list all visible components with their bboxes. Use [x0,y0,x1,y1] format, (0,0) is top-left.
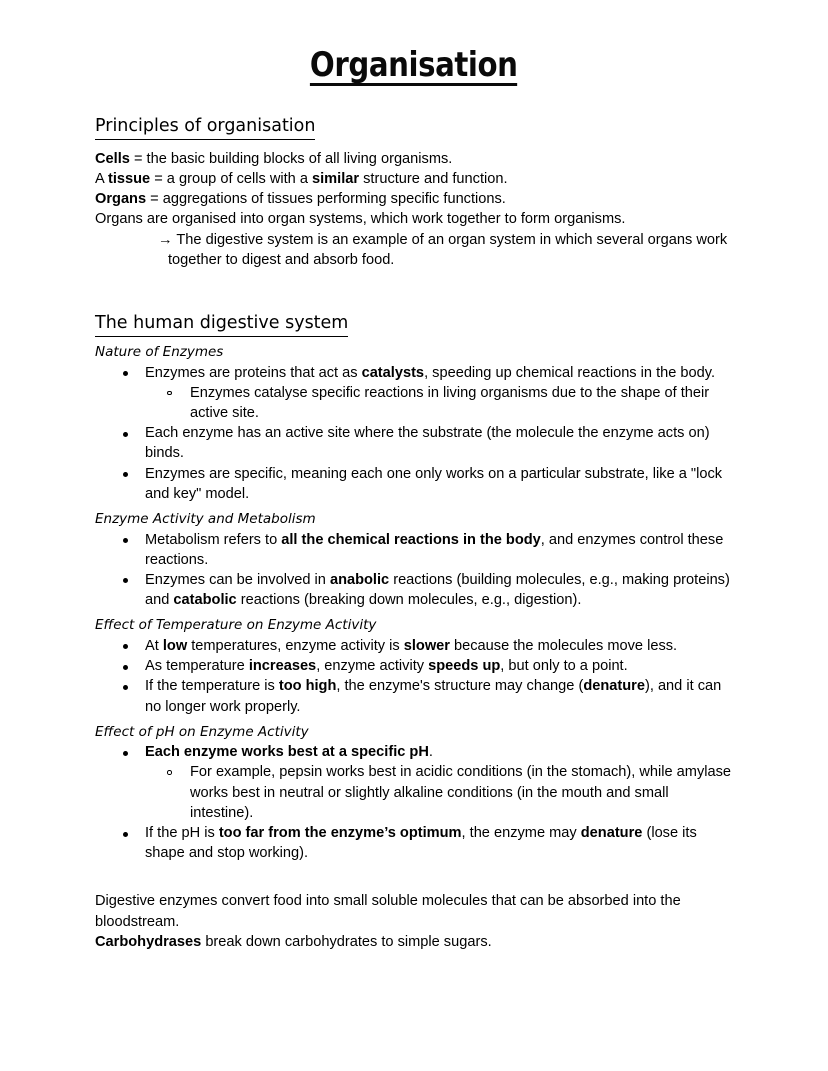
list-item-text [145,676,732,716]
text-run: , and enzymes control these reactions. [145,531,724,568]
section-heading: The human digestive system [95,313,348,337]
text-run: , the enzyme's structure may change ( [336,678,584,695]
page-title [0,0,828,86]
emphasis-text: Organs [95,191,147,208]
emphasis-text: Each enzyme works best at a specific pH [145,744,429,761]
bullet-list [0,636,828,717]
emphasis-text: speeds up [428,658,501,675]
emphasis-text: too high [278,678,337,695]
list-item [0,464,828,504]
bullet-dot-icon [123,578,128,583]
list-item [0,823,828,863]
sub-bullet-list [145,383,732,423]
text-run: = a group of cells with a [150,171,313,188]
list-item-text [145,423,732,463]
text-run: Enzymes are specific, meaning each one only works on a particular substrate, like a "lock and key" model. [145,465,723,502]
text-run: Metabolism refers to [145,531,282,548]
list-item-text [145,530,732,570]
closing-paragraph [0,891,828,952]
definition-line [95,149,732,169]
sections-container [0,86,828,863]
text-run: Digestive enzymes convert food into small soluble molecules that can be absorbed into the bloodstream. [95,893,681,930]
bullet-dot-icon [123,472,128,477]
list-item [0,656,828,676]
list-item [0,570,828,610]
list-item [0,423,828,463]
text-run: temperatures, enzyme activity is [187,637,404,654]
subsection-heading: Enzyme Activity and Metabolism [95,510,316,527]
sub-list-item-text [190,383,732,423]
text-run: , but only to a point. [500,658,628,675]
list-item-text [145,570,732,610]
section [0,86,828,140]
page-title-text: Organisation [310,45,518,85]
list-item-text [145,656,732,676]
section-heading: Principles of organisation [95,116,315,140]
text-run: For example, pepsin works best in acidic conditions (in the stomach), while amylase works best in neutral or slightly alkaline conditions (in the mouth and small intestine). [190,764,732,821]
list-item [0,742,828,823]
section [0,270,828,337]
sub-list-item-text [190,762,732,823]
emphasis-text: Carbohydrases [95,933,202,950]
emphasis-text: denature [583,678,645,695]
list-item [0,676,828,716]
bullet-dot-icon [123,685,128,690]
bullet-circle-icon [167,770,172,775]
bullet-dot-icon [123,751,128,756]
definition-block [0,149,828,270]
text-run: If the temperature is [145,678,279,695]
list-item-text [145,464,732,504]
text-run: ), and it can no longer work properly. [145,678,722,715]
text-run: structure and function. [359,171,508,188]
emphasis-text: low [162,637,188,654]
list-item-text [145,742,732,762]
text-run: Organs are organised into organ systems, which work together to form organisms. [95,211,626,228]
sub-bullet-list [145,762,732,823]
text-run: Enzymes can be involved in [145,571,330,588]
bullet-dot-icon [123,832,128,837]
sub-list-item [145,383,732,423]
text-run: Enzymes catalyse specific reactions in living organisms due to the shape of their active site. [190,384,710,421]
text-run: If the pH is [145,825,219,842]
definition-line [95,209,732,229]
text-run: reactions (breaking down molecules, e.g., digestion). [236,592,582,609]
arrow-note: → The digestive system is an example of an organ system in which several organs work together to digest and absorb food. [158,231,728,268]
text-run: (lose its shape and stop working). [145,825,697,862]
list-item [0,530,828,570]
subsection-heading: Effect of Temperature on Enzyme Activity [95,617,377,634]
text-run: break down carbohydrates to simple sugars. [201,933,492,950]
subsection-heading: Nature of Enzymes [95,343,224,360]
list-item [0,636,828,656]
bullet-list [0,530,828,611]
bullet-dot-icon [123,371,128,376]
text-run: , enzyme activity [316,658,429,675]
text-run: , the enzyme may [461,825,581,842]
emphasis-text: tissue [107,171,151,188]
text-run: = aggregations of tissues performing specific functions. [146,191,506,208]
definition-line [95,169,732,189]
bullet-list [0,363,828,504]
text-run: A [95,171,108,188]
bullet-dot-icon [123,644,128,649]
emphasis-text: anabolic [329,571,390,588]
emphasis-text: increases [248,658,317,675]
text-run: , speeding up chemical reactions in the body. [424,364,716,381]
text-run: reactions (building molecules, e.g., making proteins) and [145,571,730,609]
list-item-text [145,823,732,863]
list-item [0,363,828,424]
emphasis-text: all the chemical reactions in the body [281,531,541,548]
text-run: At [145,637,163,654]
bullet-dot-icon [123,538,128,543]
closing-line [95,891,732,931]
bullet-dot-icon [123,432,128,437]
definition-line [95,189,732,209]
text-run: Enzymes are proteins that act as [145,364,362,381]
bullet-dot-icon [123,665,128,670]
text-run: . [428,744,433,761]
bullet-circle-icon [167,391,172,396]
emphasis-text: catalysts [361,364,425,381]
list-item-text [145,636,732,656]
sub-list-item [145,762,732,823]
text-run: because the molecules move less. [449,637,678,654]
bullet-list [0,742,828,863]
emphasis-text: too far from the enzyme’s optimum [218,825,462,842]
emphasis-text: catabolic [173,592,237,609]
emphasis-text: Cells [95,150,130,167]
list-item-text [145,363,732,383]
text-run: = the basic building blocks of all living organisms. [129,150,453,167]
emphasis-text: slower [403,637,450,654]
subsection-heading: Effect of pH on Enzyme Activity [95,723,309,740]
emphasis-text: similar [312,171,360,188]
text-run: As temperature [145,658,249,675]
emphasis-text: denature [580,825,643,842]
closing-line [95,932,732,952]
text-run: Each enzyme has an active site where the substrate (the molecule the enzyme acts on) binds. [145,425,710,462]
